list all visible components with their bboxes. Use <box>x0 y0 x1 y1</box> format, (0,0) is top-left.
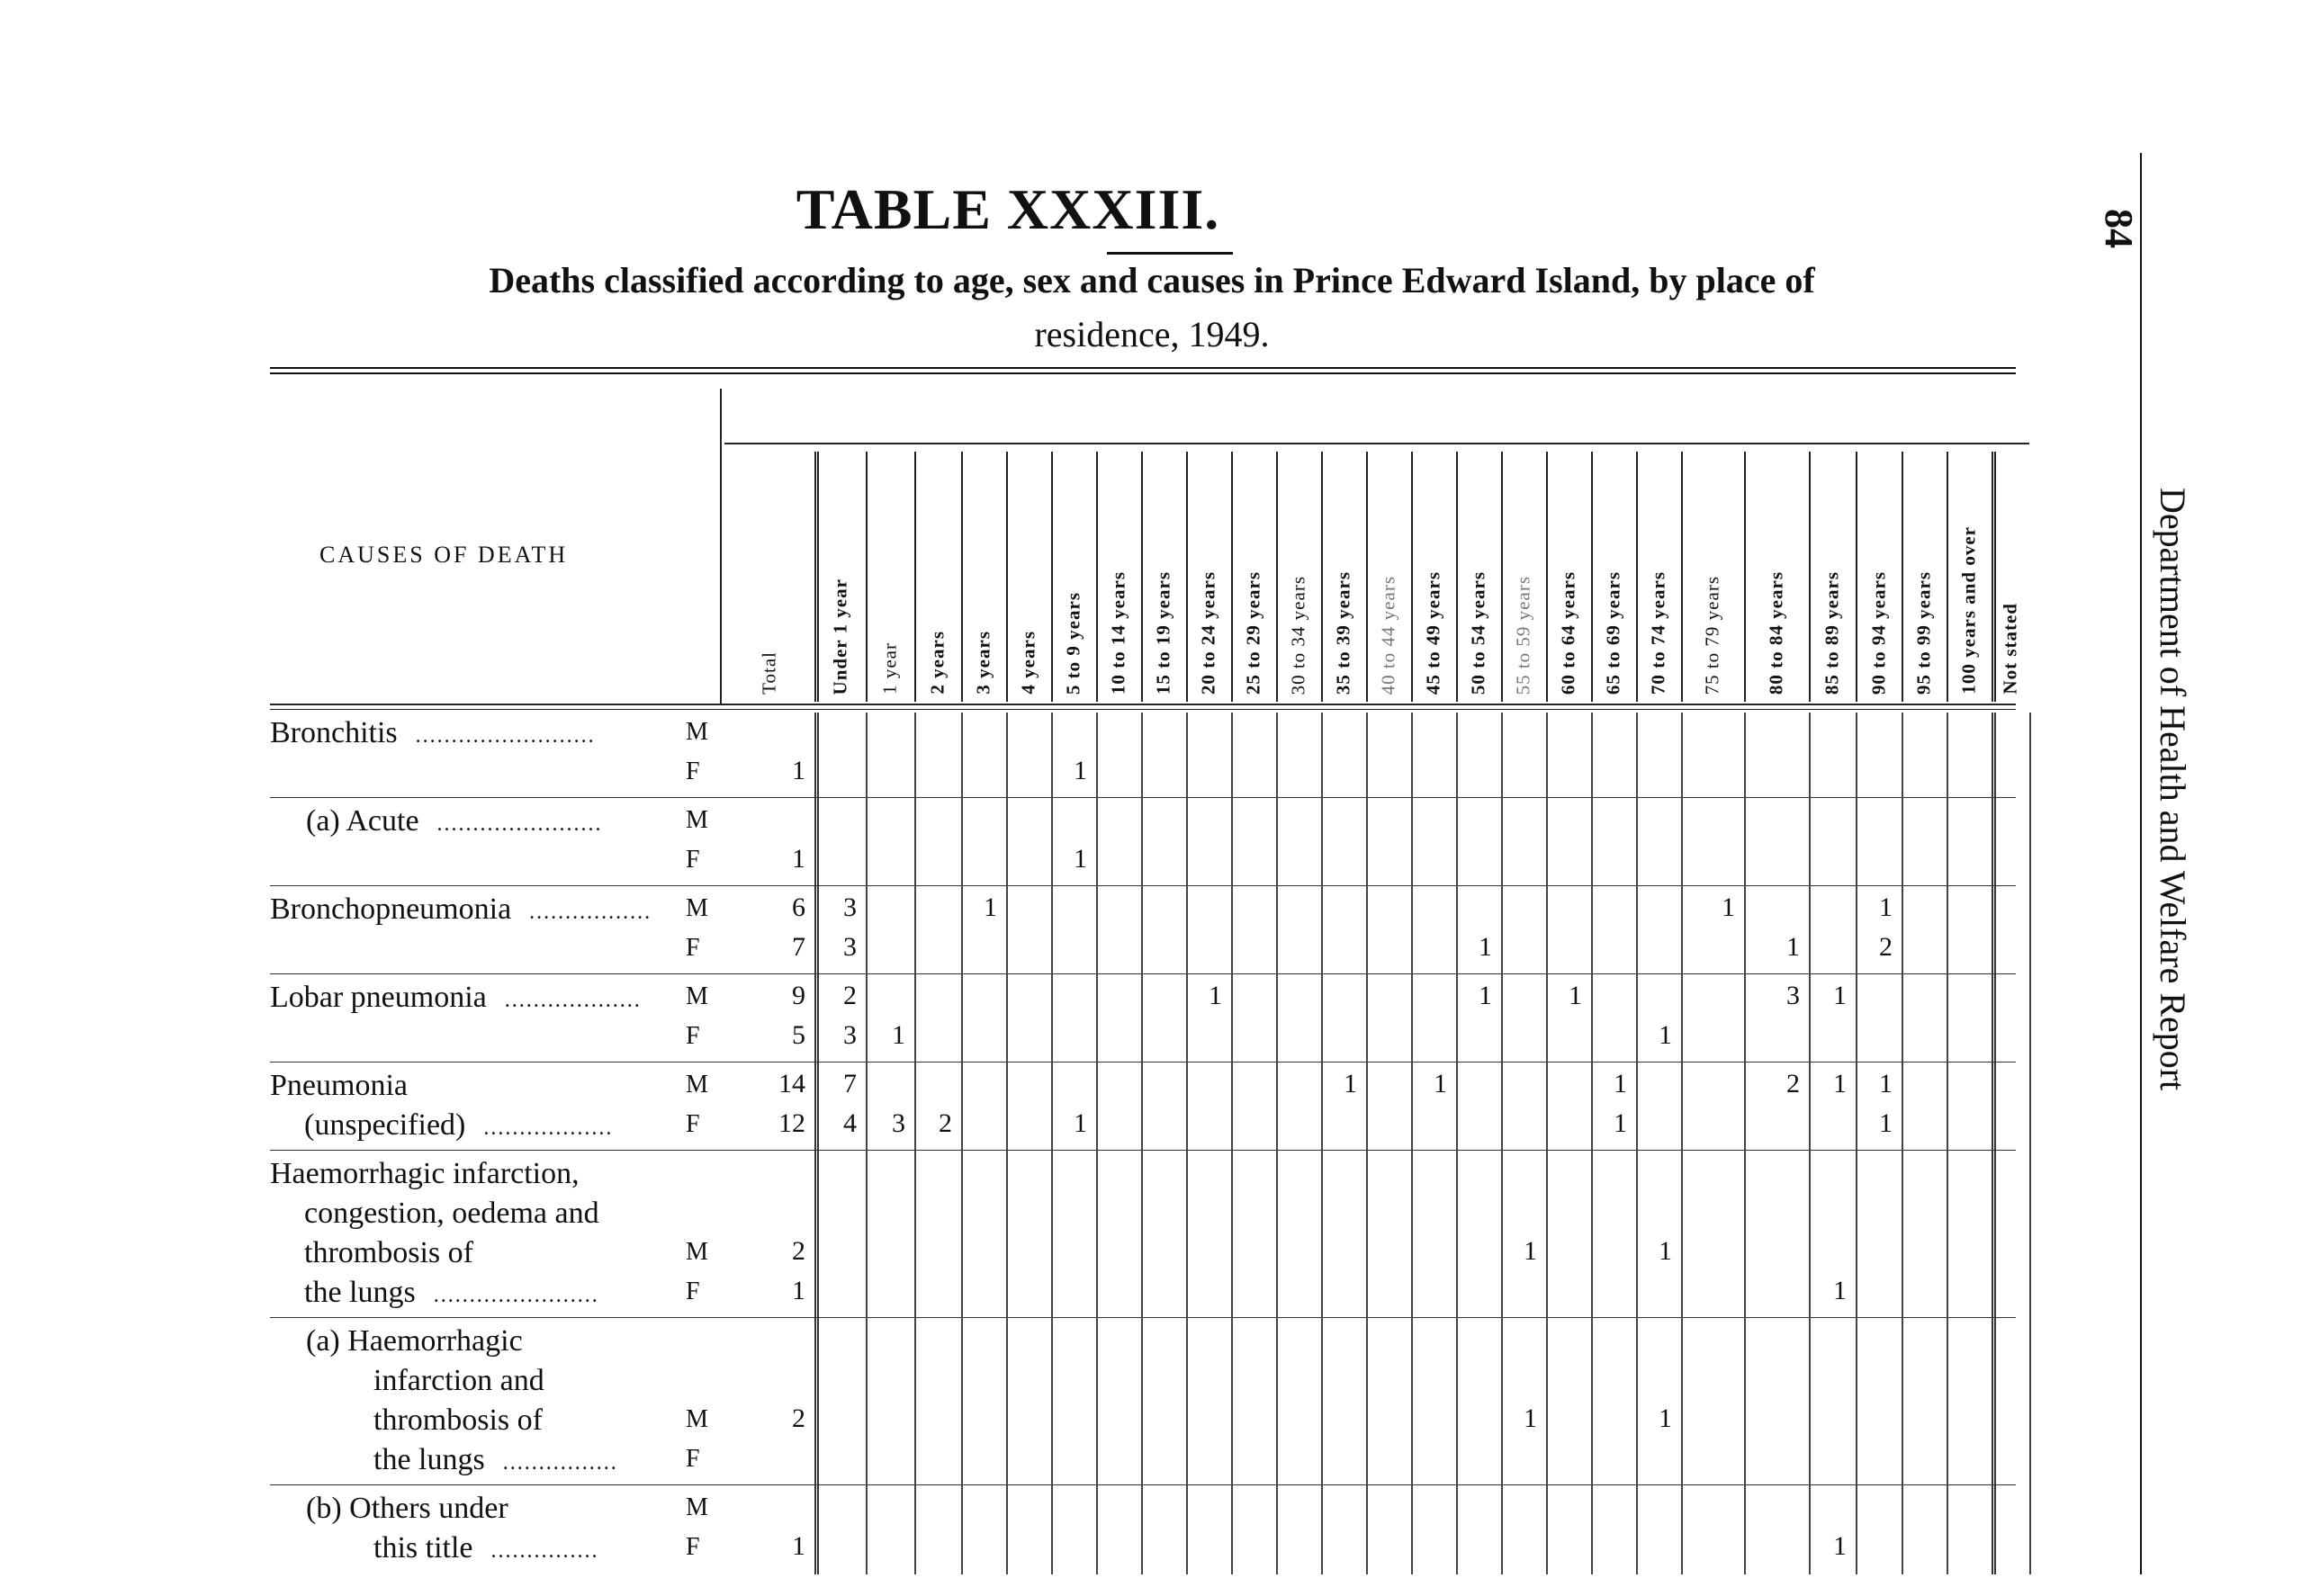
age-column-header <box>1591 450 1636 695</box>
column-header-rule <box>1856 452 1857 702</box>
table-cell: 1 <box>1833 1531 1847 1561</box>
column-rule <box>1591 713 1593 1574</box>
cause-label <box>373 1531 599 1565</box>
cause-text: the lungs <box>304 1276 416 1309</box>
table-cell: 1 <box>792 1531 805 1561</box>
cause-label <box>304 1236 473 1270</box>
table-cell: 1 <box>792 844 805 874</box>
column-rule <box>1947 713 1948 1574</box>
table-cell: 3 <box>892 1108 905 1138</box>
column-rule <box>1231 713 1233 1574</box>
table-cell: 6 <box>792 892 805 922</box>
age-column-header <box>914 450 961 695</box>
age-column-label: 70 to 74 years <box>1647 570 1669 695</box>
age-column-header <box>1006 450 1051 695</box>
column-header-rule <box>1321 452 1323 702</box>
age-column-header <box>1809 450 1856 695</box>
age-column-label: 85 to 89 years <box>1821 570 1843 695</box>
age-column-label: 30 to 34 years <box>1287 575 1309 695</box>
age-column-label: 4 years <box>1017 631 1039 695</box>
table-cell: 7 <box>792 932 805 962</box>
column-header-rule <box>1902 452 1903 702</box>
age-column-header <box>1231 450 1276 695</box>
column-rule <box>1456 713 1458 1574</box>
column-header-rule <box>1591 452 1593 702</box>
table-cell: 1 <box>792 1276 805 1305</box>
column-rule <box>866 713 868 1574</box>
cause-label <box>304 1197 599 1231</box>
age-column-header <box>1051 450 1096 695</box>
cause-text: thrombosis of <box>373 1403 543 1437</box>
age-column-header <box>1366 450 1411 695</box>
age-column-header <box>1681 450 1744 695</box>
column-rule <box>1681 713 1683 1574</box>
column-rule <box>1051 713 1053 1574</box>
age-column-label: Under 1 year <box>829 578 850 695</box>
leader-dots: ....................... <box>433 1284 599 1307</box>
row-group-rule <box>270 1317 2016 1318</box>
table-cell: 2 <box>792 1403 805 1433</box>
cause-label <box>373 1403 543 1438</box>
table-cell: 1 <box>892 1020 905 1050</box>
age-column-header <box>814 450 866 695</box>
age-column-label: 80 to 84 years <box>1765 570 1787 695</box>
table-cell: 1 <box>1659 1020 1672 1050</box>
column-rule <box>2029 713 2031 1574</box>
column-header-rule <box>1546 452 1548 702</box>
table-cell: 1 <box>1614 1069 1627 1098</box>
table-cell: 1 <box>1569 981 1582 1010</box>
table-cell: 1 <box>1479 932 1492 962</box>
age-column-label: 40 to 44 years <box>1377 575 1399 695</box>
leader-dots: ................... <box>504 989 642 1012</box>
cause-text: infarction and <box>373 1364 544 1397</box>
cause-label <box>304 1276 599 1310</box>
column-header-rule <box>866 452 868 702</box>
cause-text: Bronchopneumonia <box>270 892 512 926</box>
table-cell: 2 <box>843 981 857 1010</box>
table-cell: 3 <box>843 1020 857 1050</box>
age-column-header <box>866 450 914 695</box>
table-cell: 1 <box>1209 981 1222 1010</box>
leader-dots: ............... <box>490 1539 599 1563</box>
table-cell: 1 <box>1074 844 1087 874</box>
subtitle-line-1: Deaths classified according to age, sex and causes in Prince Edward Island, by place of <box>489 260 1815 300</box>
cause-label <box>373 1364 544 1398</box>
sex-marker: F <box>686 1445 700 1473</box>
table-cell: 7 <box>843 1069 857 1098</box>
age-column-label: 95 to 99 years <box>1912 570 1935 695</box>
column-rule <box>1744 713 1746 1574</box>
age-column-label: 10 to 14 years <box>1107 570 1129 695</box>
cause-text: congestion, oedema and <box>304 1197 599 1230</box>
column-header-rule <box>1276 452 1278 702</box>
age-column-header <box>1856 450 1902 695</box>
table-cell: 1 <box>1434 1069 1447 1098</box>
column-rule <box>1141 713 1143 1574</box>
leader-dots: ....................... <box>436 812 603 836</box>
age-column-header <box>1501 450 1546 695</box>
cause-label <box>270 1157 580 1191</box>
cause-text: Lobar pneumonia <box>270 981 487 1014</box>
column-rule <box>1366 713 1368 1574</box>
table-cell: 3 <box>843 892 857 922</box>
column-header-rule <box>1141 452 1143 702</box>
column-rule <box>1636 713 1638 1574</box>
table-cell: 1 <box>1479 981 1492 1010</box>
cause-label <box>270 716 596 750</box>
column-header-rule <box>814 452 819 702</box>
cause-text: Bronchitis <box>270 716 398 749</box>
sex-marker: F <box>686 934 700 962</box>
leader-dots: ......................... <box>415 724 596 748</box>
age-column-header <box>1096 450 1141 695</box>
column-rule <box>1546 713 1548 1574</box>
sex-marker: F <box>686 758 700 785</box>
sex-marker: F <box>686 1022 700 1050</box>
cause-text: this title <box>373 1531 473 1565</box>
row-group-rule <box>270 1484 2016 1485</box>
age-column-label: Total <box>758 651 780 695</box>
column-header-rule <box>1636 452 1638 702</box>
age-column-header <box>1744 450 1809 695</box>
column-header-rule <box>1366 452 1368 702</box>
row-group-rule <box>270 1062 2016 1063</box>
age-column-header <box>1992 450 2029 695</box>
column-rule <box>914 713 916 1574</box>
sex-marker: M <box>686 718 708 746</box>
sex-marker: M <box>686 1238 708 1266</box>
column-header-rule <box>1186 452 1188 702</box>
cause-text: (a) Acute <box>306 804 419 838</box>
column-header-rule <box>1809 452 1811 702</box>
age-column-header <box>1186 450 1231 695</box>
table-cell: 2 <box>792 1236 805 1266</box>
row-group-rule <box>270 797 2016 798</box>
table-cell: 2 <box>1786 1069 1800 1098</box>
cause-label <box>306 804 603 838</box>
column-rule <box>1809 713 1811 1574</box>
column-header-rule <box>1231 452 1233 702</box>
cause-text: Pneumonia <box>270 1069 408 1102</box>
age-column-label: 1 year <box>878 642 901 695</box>
table-cell: 3 <box>1786 981 1800 1010</box>
table-cell: 1 <box>1344 1069 1357 1098</box>
table-cell: 2 <box>1879 932 1893 962</box>
table-cell: 1 <box>1879 1069 1893 1098</box>
age-column-header <box>1411 450 1456 695</box>
column-rule <box>1186 713 1188 1574</box>
table-cell: 5 <box>792 1020 805 1050</box>
cause-text: (unspecified) <box>304 1108 466 1142</box>
table-cell: 1 <box>1786 932 1800 962</box>
row-group-rule <box>270 973 2016 974</box>
sex-marker: M <box>686 1405 708 1433</box>
column-header-rule <box>1051 452 1053 702</box>
subtitle-line-2: residence, 1949. <box>1034 314 1270 354</box>
age-column-header <box>1141 450 1186 695</box>
column-rule <box>1006 713 1008 1574</box>
table-cell: 1 <box>1833 981 1847 1010</box>
age-column-header <box>1636 450 1681 695</box>
column-header-rule <box>1501 452 1503 702</box>
age-column-label: Not stated <box>1999 603 2021 695</box>
column-header-rule <box>961 452 963 702</box>
column-rule <box>1501 713 1503 1574</box>
age-column-header <box>961 450 1006 695</box>
age-column-label: 65 to 69 years <box>1602 570 1624 695</box>
table-cell: 1 <box>1833 1069 1847 1098</box>
age-column-label: 2 years <box>926 631 949 695</box>
cause-label <box>306 1324 523 1358</box>
header-bottom-rule <box>270 704 2016 705</box>
table-cell: 1 <box>984 892 997 922</box>
sex-marker: M <box>686 1071 708 1098</box>
sex-marker: F <box>686 1278 700 1305</box>
age-column-header <box>724 450 814 695</box>
age-column-label: 90 to 94 years <box>1867 570 1889 695</box>
column-header-rule <box>1411 452 1413 702</box>
sex-marker: F <box>686 1110 700 1138</box>
table-cell: 1 <box>1524 1403 1537 1433</box>
table-cell: 1 <box>792 756 805 785</box>
age-column-label: 5 to 9 years <box>1062 591 1084 695</box>
column-rule <box>961 713 963 1574</box>
age-column-label: 45 to 49 years <box>1422 570 1444 695</box>
table-cell: 1 <box>1659 1236 1672 1266</box>
table-cell: 1 <box>1614 1108 1627 1138</box>
cause-label <box>270 981 642 1015</box>
column-header-rule <box>1744 452 1746 702</box>
table-cell: 12 <box>778 1108 805 1138</box>
row-group-rule <box>270 885 2016 886</box>
leader-dots: ................. <box>529 901 652 924</box>
page-number: 84 <box>2097 209 2141 248</box>
sex-marker: F <box>686 1533 700 1561</box>
causes-column-divider <box>720 389 722 704</box>
table-cell: 1 <box>1722 892 1735 922</box>
table-cell: 1 <box>1833 1276 1847 1305</box>
age-column-header <box>1276 450 1321 695</box>
age-column-label: 55 to 59 years <box>1512 575 1534 695</box>
column-rule <box>1321 713 1323 1574</box>
cause-label <box>306 1492 508 1526</box>
age-column-header <box>1456 450 1501 695</box>
header-bottom-rule-double <box>270 709 2016 710</box>
cause-label <box>270 892 652 927</box>
cause-text: the lungs <box>373 1443 485 1476</box>
sex-marker: M <box>686 806 708 834</box>
column-rule <box>1856 713 1857 1574</box>
sex-marker: M <box>686 894 708 922</box>
table-cell: 1 <box>1074 1108 1087 1138</box>
age-column-label: 20 to 24 years <box>1197 570 1219 695</box>
column-rule <box>1902 713 1903 1574</box>
sex-marker: F <box>686 846 700 874</box>
cause-label <box>373 1443 618 1477</box>
age-column-label: 60 to 64 years <box>1557 570 1579 695</box>
header-top-rule <box>724 443 2029 444</box>
table-cell: 1 <box>1879 892 1893 922</box>
column-rule <box>1411 713 1413 1574</box>
sex-marker: M <box>686 1493 708 1521</box>
causes-of-death-header: CAUSES OF DEATH <box>319 542 569 568</box>
table-cell: 1 <box>1879 1108 1893 1138</box>
leader-dots: ................ <box>502 1451 618 1475</box>
table-cell: 1 <box>1074 756 1087 785</box>
age-column-header <box>1902 450 1947 695</box>
age-column-label: 100 years and over <box>1957 526 1980 695</box>
table-cell: 4 <box>843 1108 857 1138</box>
age-column-header <box>1321 450 1366 695</box>
cause-text: (b) Others under <box>306 1492 508 1525</box>
column-header-rule <box>914 452 916 702</box>
column-header-rule <box>1096 452 1098 702</box>
age-column-label: 75 to 79 years <box>1701 575 1723 695</box>
column-header-rule <box>1456 452 1458 702</box>
table-cell: 14 <box>778 1069 805 1098</box>
age-column-header <box>1546 450 1591 695</box>
column-header-rule <box>1006 452 1008 702</box>
table-cell: 9 <box>792 981 805 1010</box>
cause-text: thrombosis of <box>304 1236 473 1269</box>
row-group-rule <box>270 1150 2016 1151</box>
table-title: TABLE XXXIII. <box>796 177 1220 241</box>
report-name: Department of Health and Welfare Report <box>2153 488 2193 1091</box>
column-header-rule <box>1992 452 1996 702</box>
leader-dots: .................. <box>483 1116 614 1140</box>
column-rule <box>1992 713 1996 1574</box>
age-column-label: 3 years <box>972 631 994 695</box>
cause-text: Haemorrhagic infarction, <box>270 1157 580 1190</box>
cause-label <box>304 1108 613 1143</box>
table-cell: 1 <box>1659 1403 1672 1433</box>
table-cell: 1 <box>1524 1236 1537 1266</box>
column-rule <box>1096 713 1098 1574</box>
column-rule <box>814 713 819 1574</box>
table-cell: 3 <box>843 932 857 962</box>
age-column-label: 15 to 19 years <box>1152 570 1174 695</box>
column-header-rule <box>1681 452 1683 702</box>
age-column-header <box>1947 450 1992 695</box>
column-header-rule <box>1947 452 1948 702</box>
age-column-label: 35 to 39 years <box>1332 570 1354 695</box>
table-cell: 2 <box>939 1108 952 1138</box>
cause-text: (a) Haemorrhagic <box>306 1324 523 1358</box>
age-column-label: 25 to 29 years <box>1242 570 1264 695</box>
sex-marker: M <box>686 982 708 1010</box>
age-column-label: 50 to 54 years <box>1467 570 1489 695</box>
cause-label <box>270 1069 408 1103</box>
column-rule <box>1276 713 1278 1574</box>
